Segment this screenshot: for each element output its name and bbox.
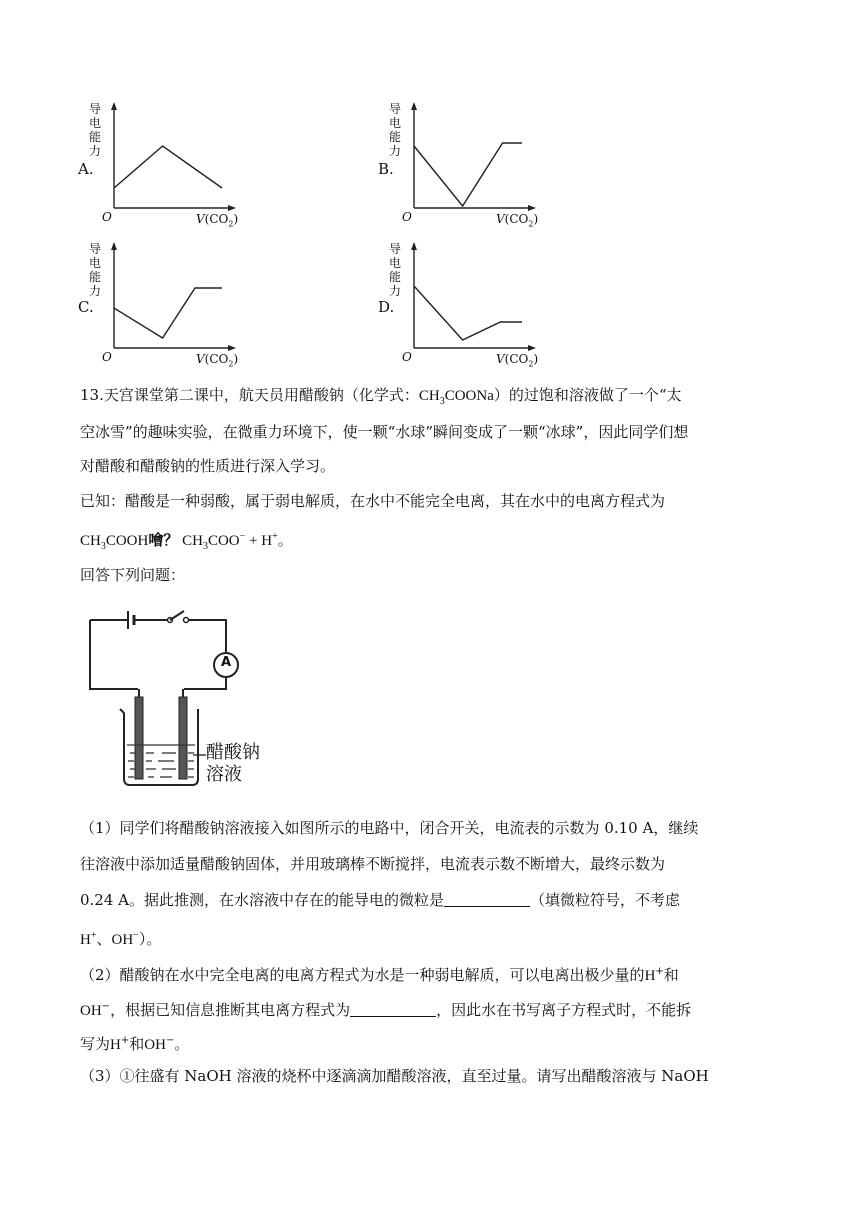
origin-label: O — [402, 210, 412, 224]
x-axis-label: $V(CO_2)$ — [196, 212, 239, 229]
conductivity-curve — [414, 143, 522, 206]
part1-line-1: （1）同学们将醋酸钠溶液接入如图所示的电路中，闭合开关，电流表的示数为 0.10 A，继续 — [80, 819, 699, 837]
graph-svg — [410, 240, 550, 352]
part2-line-1: （2）醋酸钠在水中完全电离的电离方程式为水是一种弱电解质，可以电离出极少量的H+和 — [80, 966, 679, 984]
axis-arrows — [111, 242, 236, 351]
part1-line-4: H+、OH−）。 — [80, 930, 162, 948]
y-axis-label — [88, 242, 102, 298]
y-axis-label — [88, 102, 102, 158]
graph-svg — [110, 100, 250, 212]
part2-line-2: OH−，根据已知信息推断其电离方程式为 ，因此水在书写离子方程式时，不能拆 — [80, 1001, 692, 1019]
y-axis-label-char: 力 — [388, 144, 401, 158]
option-graph-d — [388, 240, 539, 369]
electrode-left — [135, 697, 143, 779]
axes — [114, 244, 234, 348]
part1-line-2: 往溶液中添加适量醋酸钠固体，并用玻璃棒不断搅拌，电流表示数不断增大，最终示数为 — [80, 855, 666, 873]
y-axis-label-char: 导 — [88, 242, 101, 256]
conductivity-curve — [114, 288, 222, 338]
y-axis-label-char: 电 — [388, 116, 401, 130]
graph-svg — [410, 100, 550, 212]
solution-label-line-2: 溶液 — [206, 764, 242, 785]
acetic-acid-ionization-equation: $CH_3COOH$噲？ $CH_3COO^- + H^+$。 — [80, 531, 293, 552]
option-label-c: C. — [78, 298, 94, 316]
part1-line-3: 0.24 A。据此推测，在水溶液中存在的能导电的微粒是 （填微粒符号，不考虑 — [80, 891, 681, 909]
ammeter-label: A — [220, 655, 232, 670]
q13-line-2: 空冰雪”的趣味实验，在微重力环境下，使一颗“水球”瞬间变成了一颗“冰球”，因此同学们想 — [80, 423, 689, 441]
origin-label: O — [102, 210, 112, 224]
axis-arrows — [411, 102, 536, 211]
conductivity-curve — [414, 286, 522, 340]
y-axis-label-char: 能 — [88, 270, 101, 284]
switch-icon — [170, 611, 184, 620]
option-graph-b — [388, 100, 539, 229]
x-axis-label: $V(CO_2)$ — [496, 352, 539, 369]
axis-arrows — [111, 102, 236, 211]
circuit-apparatus-figure — [80, 605, 280, 795]
solution-label-line-1: 醋酸钠 — [206, 742, 260, 763]
answer-blank-2[interactable] — [350, 1002, 436, 1017]
q13-line-6: 回答下列问题： — [80, 566, 186, 584]
axes — [414, 104, 534, 208]
y-axis-label-char: 电 — [88, 256, 101, 270]
y-axis-label-char: 力 — [88, 284, 101, 298]
axes — [414, 244, 534, 348]
x-axis-label: $V(CO_2)$ — [496, 212, 539, 229]
solution-label — [206, 742, 260, 786]
option-label-b: B. — [378, 160, 394, 178]
electrode-right — [179, 697, 187, 779]
y-axis-label-char: 电 — [88, 116, 101, 130]
answer-blank-1[interactable] — [444, 892, 530, 907]
part3-line-1: （3）①往盛有 NaOH 溶液的烧杯中逐滴滴加醋酸溶液，直至过量。请写出醋酸溶液与 NaOH — [80, 1067, 709, 1085]
y-axis-label-char: 电 — [388, 256, 401, 270]
option-graph-c — [88, 240, 239, 369]
part2-line-3: 写为H+和OH−。 — [80, 1035, 190, 1053]
y-axis-label-char: 力 — [88, 144, 101, 158]
y-axis-label-char: 导 — [388, 242, 401, 256]
y-axis-label-char: 能 — [388, 130, 401, 144]
axes — [114, 104, 234, 208]
q13-line-3: 对醋酸和醋酸钠的性质进行深入学习。 — [80, 457, 336, 475]
y-axis-label — [388, 102, 402, 158]
graph-svg — [110, 240, 250, 352]
q13-line-1: 13.天宫课堂第二课中，航天员用醋酸钠（化学式：$CH_3COONa$）的过饱和溶液做了一个“太 — [80, 386, 682, 407]
y-axis-label-char: 能 — [88, 130, 101, 144]
y-axis-label-char: 力 — [388, 284, 401, 298]
conductivity-curve — [114, 146, 222, 188]
y-axis-label-char: 能 — [388, 270, 401, 284]
origin-label: O — [402, 350, 412, 364]
y-axis-label-char: 导 — [388, 102, 401, 116]
x-axis-label: $V(CO_2)$ — [196, 352, 239, 369]
option-label-d: D. — [378, 298, 395, 316]
y-axis-label — [388, 242, 402, 298]
option-graph-a — [88, 100, 239, 229]
origin-label: O — [102, 350, 112, 364]
q13-line-4: 已知：醋酸是一种弱酸，属于弱电解质，在水中不能完全电离，其在水中的电离方程式为 — [80, 492, 666, 510]
y-axis-label-char: 导 — [88, 102, 101, 116]
option-label-a: A. — [78, 160, 94, 178]
